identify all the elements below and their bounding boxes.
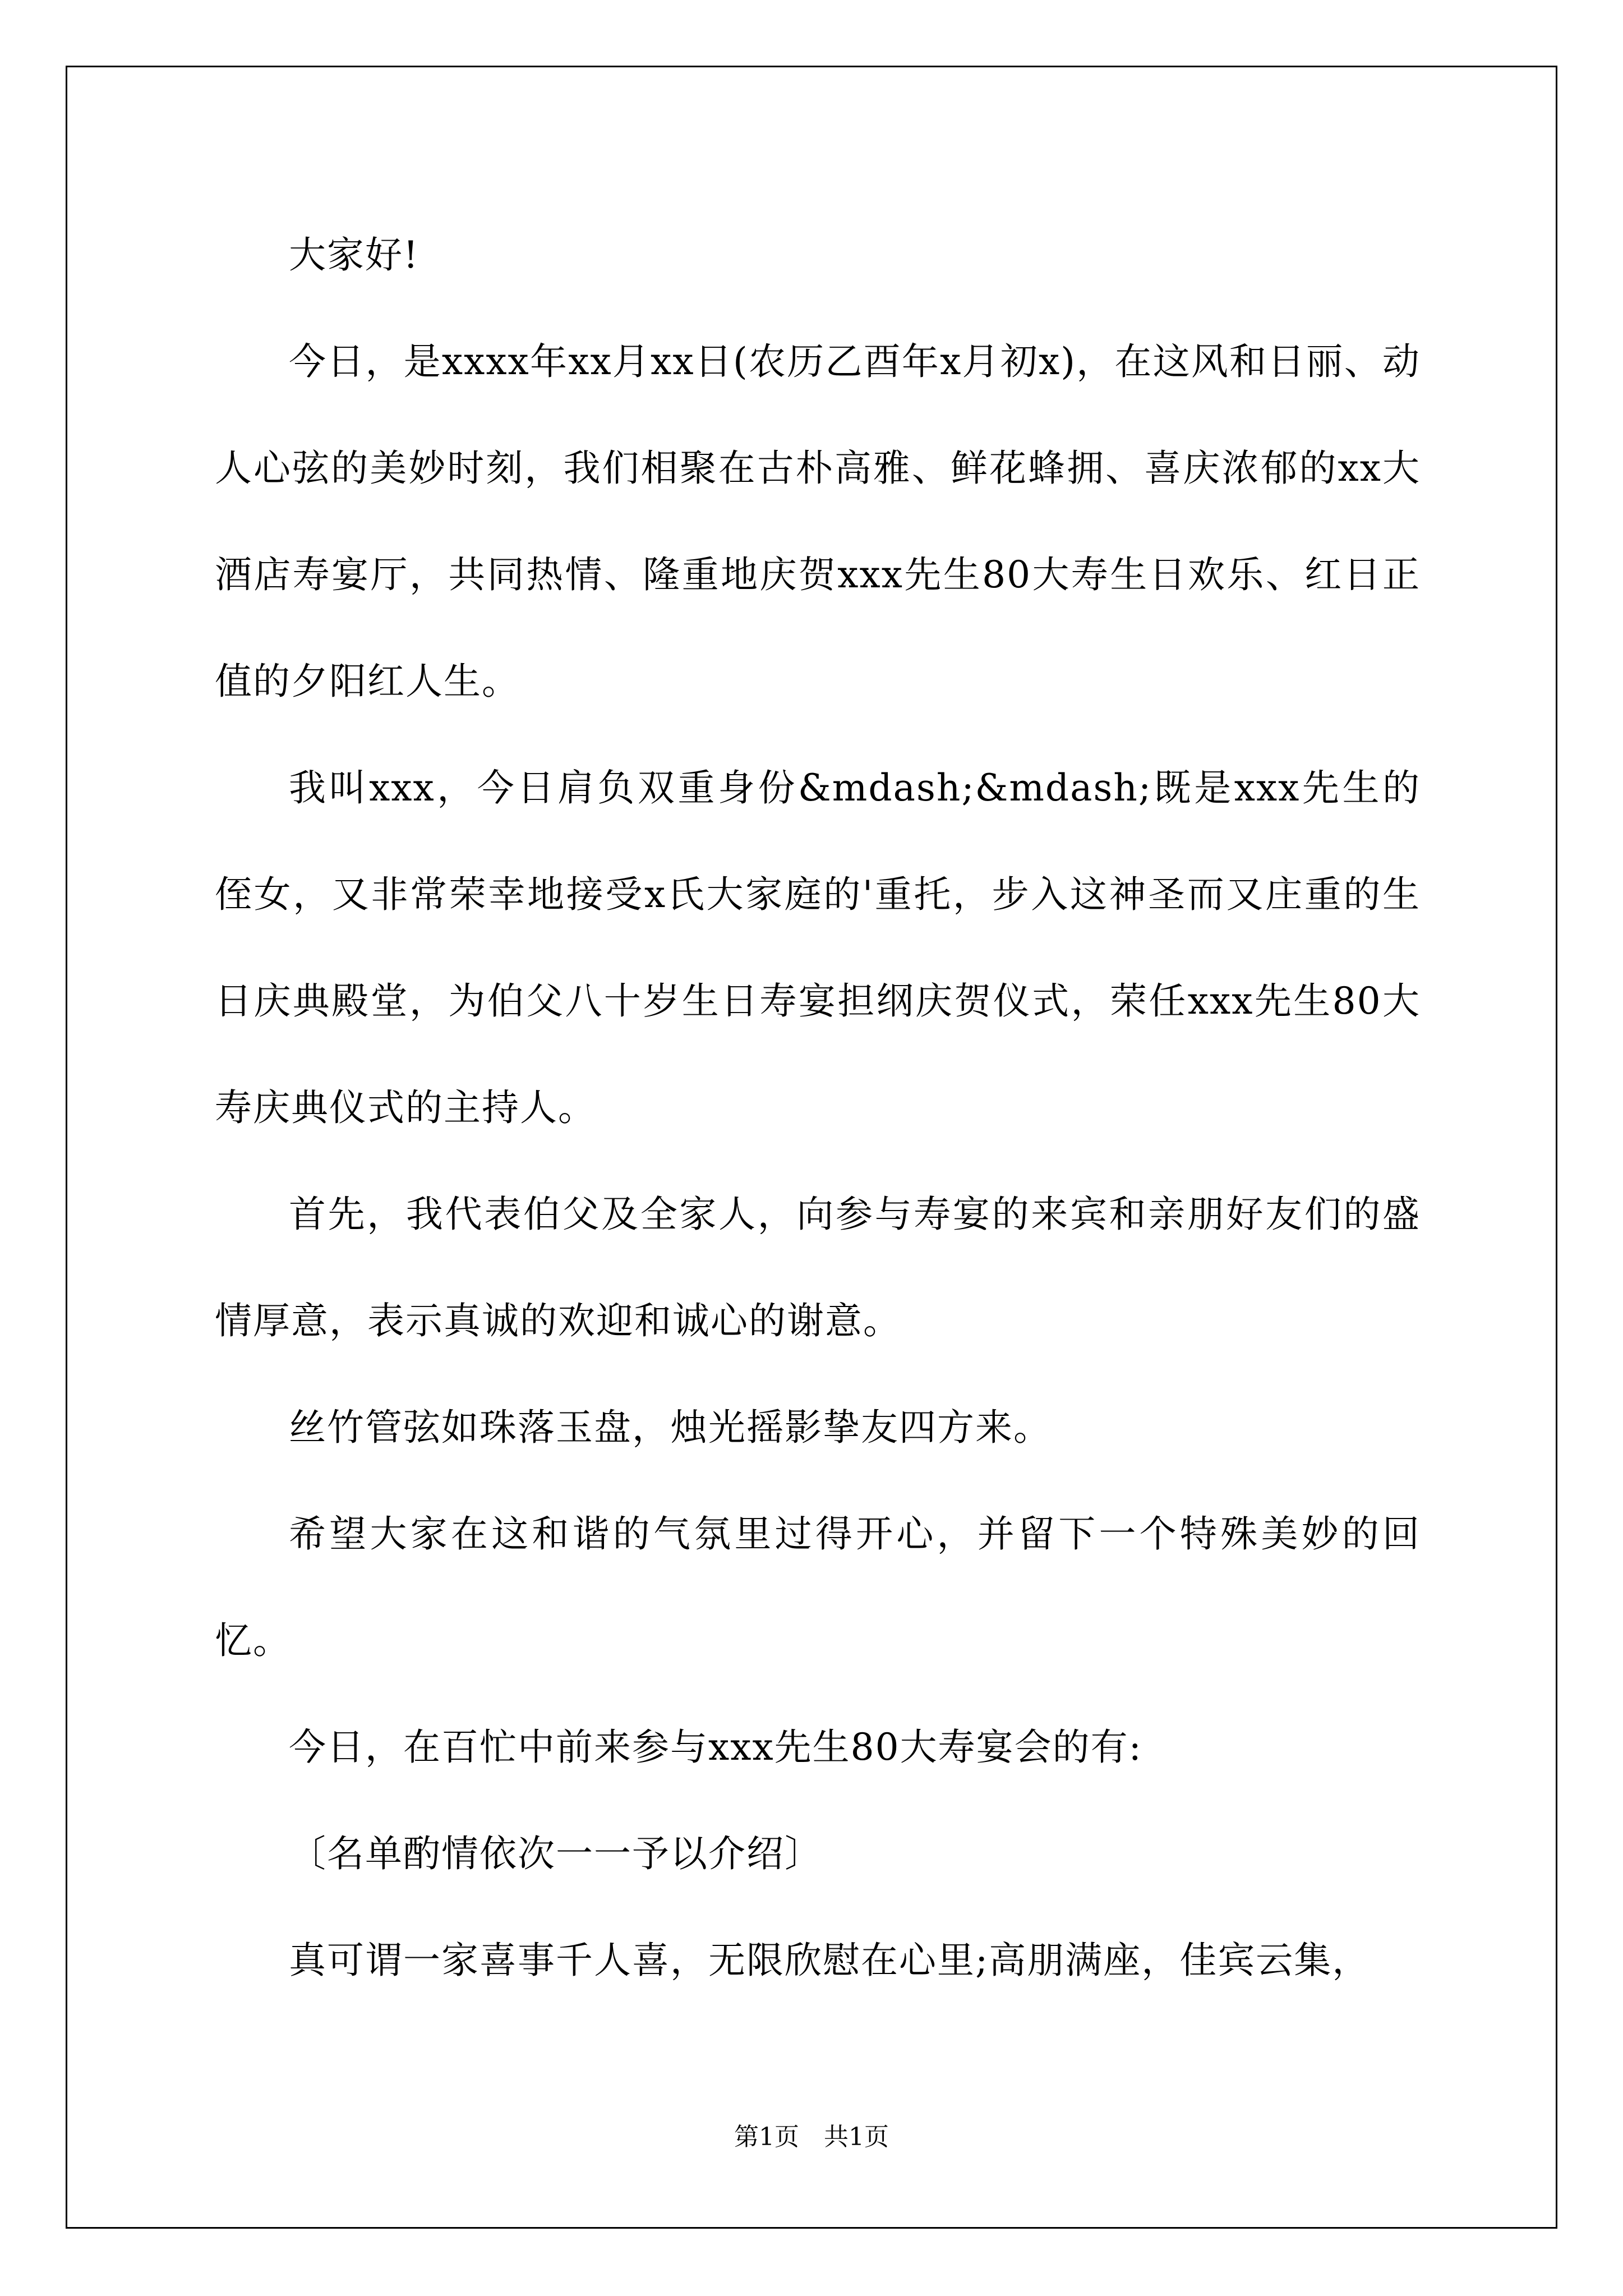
paragraph-celebration: 真可谓一家喜事千人喜，无限欣慰在心里;高朋满座，佳宾云集，: [289, 1939, 1371, 1982]
paragraph-guest-list-note: 〔名单酌情依次一一予以介绍〕: [289, 1832, 823, 1875]
document-body: [215, 202, 1421, 2014]
paragraph-host-intro: 我叫xxx，今日肩负双重身份&mdash;&mdash;既是xxx先生的侄女，又非常荣幸地接受x氏大家庭的'重托，步入这神圣而又庄重的生日庆典殿堂，为伯父八十岁生日寿宴担纲庆贺仪式，荣任xxx先生80大寿庆典仪式的主持人。: [215, 766, 1421, 1129]
paragraph-greeting: 大家好!: [289, 233, 419, 277]
paragraph-date-venue: 今日，是xxxx年xx月xx日(农历乙酉年x月初x)，在这风和日丽、动人心弦的美妙时刻，我们相聚在古朴高雅、鲜花蜂拥、喜庆浓郁的xx大酒店寿宴厅，共同热情、隆重地庆贺xxx先生80大寿生日欢乐、红日正值的夕阳红人生。: [215, 340, 1421, 703]
paragraph-music: 丝竹管弦如珠落玉盘，烛光摇影挚友四方来。: [289, 1406, 1052, 1449]
paragraph-wish: 希望大家在这和谐的气氛里过得开心，并留下一个特殊美妙的回忆。: [215, 1512, 1421, 1662]
paragraph-guests-intro: 今日，在百忙中前来参与xxx先生80大寿宴会的有:: [289, 1726, 1142, 1769]
page-footer: 第1页 共1页: [734, 2123, 889, 2151]
paragraph-welcome: 首先，我代表伯父及全家人，向参与寿宴的来宾和亲朋好友们的盛情厚意，表示真诚的欢迎和诚心的谢意。: [215, 1193, 1421, 1342]
